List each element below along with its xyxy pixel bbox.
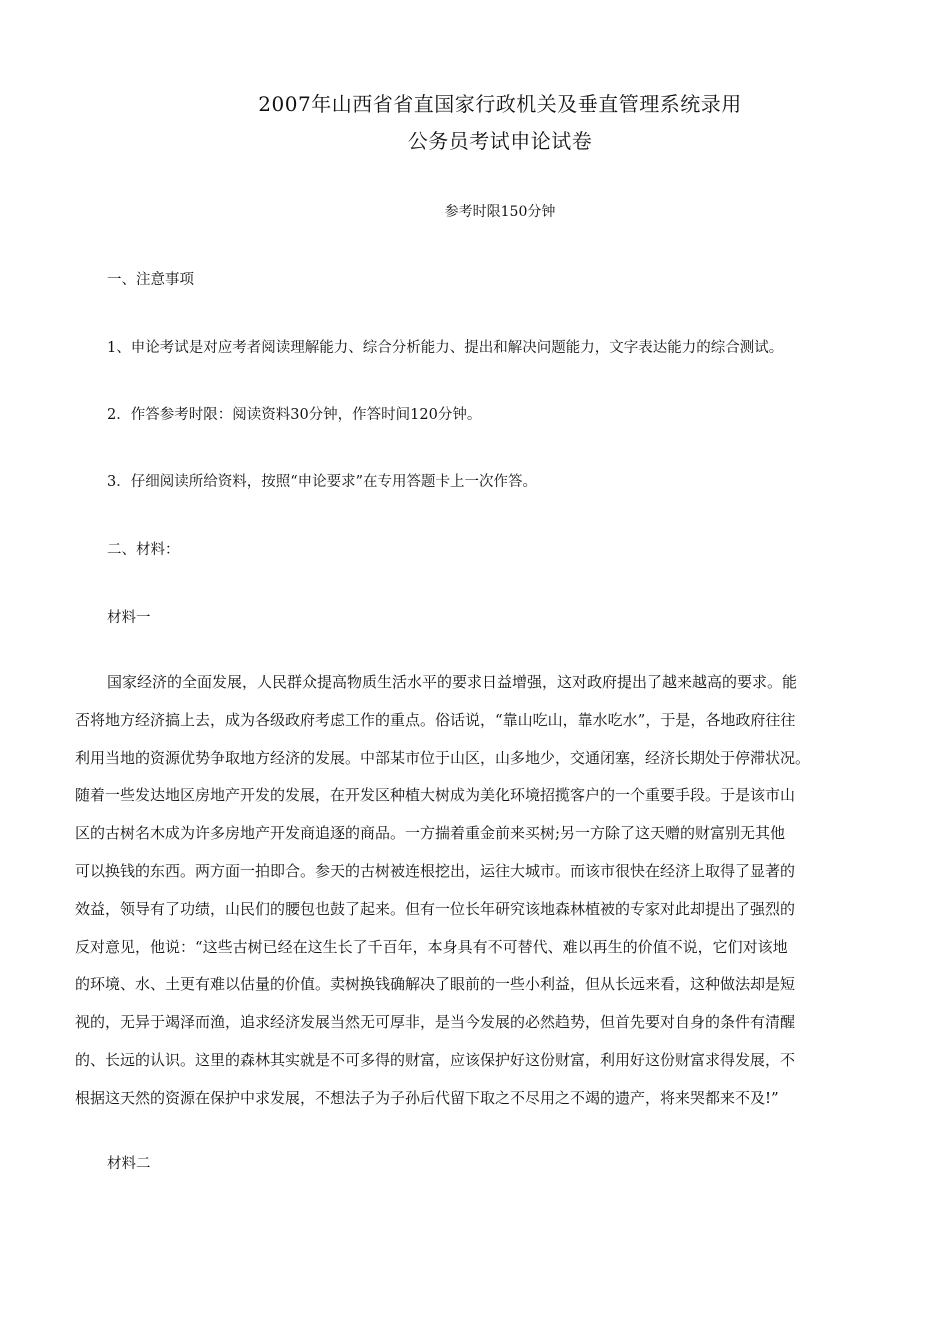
paragraph-line: 效益，领导有了功绩，山民们的腰包也鼓了起来。但有一位长年研究该地森林植被的专家对此却提出了强烈的 (75, 899, 796, 918)
section-heading-notes: 一、注意事项 (107, 272, 194, 288)
paragraph-line: 的环境、水、土更有难以估量的价值。卖树换钱确解决了眼前的一些小利益，但从长远来看，这种做法却是短 (75, 975, 796, 994)
material-1-paragraph (75, 664, 895, 1118)
paragraph-line: 反对意见，他说：“这些古树已经在这生长了千百年，本身具有不可替代、难以再生的价值不说，它们对该地 (75, 937, 788, 956)
note-item-3: 3．仔细阅读所给资料，按照“申论要求”在专用答题卡上一次作答。 (107, 474, 538, 490)
paragraph-line: 否将地方经济搞上去，成为各级政府考虑工作的重点。俗话说，“靠山吃山，靠水吃水”，于是，各地政府往往 (75, 710, 796, 729)
section-heading-materials: 二、材料： (107, 542, 180, 558)
paragraph-line: 视的，无异于竭泽而渔，追求经济发展当然无可厚非，是当今发展的必然趋势，但首先要对自身的条件有清醒 (75, 1013, 796, 1032)
paragraph-line: 随着一些发达地区房地产开发的发展，在开发区种植大树成为美化环境招揽客户的一个重要手段。于是该市山 (75, 786, 796, 805)
paragraph-line: 的、长远的认识。这里的森林其实就是不可多得的财富，应该保护好这份财富，利用好这份财富求得发展，不 (75, 1050, 796, 1069)
paragraph-line: 根据这天然的资源在保护中求发展，不想法子为子孙后代留下取之不尽用之不竭的遗产，将来哭都来不及!” (75, 1088, 779, 1107)
material-2-heading: 材料二 (107, 1156, 151, 1172)
note-item-1: 1、申论考试是对应考者阅读理解能力、综合分析能力、提出和解决问题能力，文字表达能力的综合测试。 (107, 340, 784, 356)
paragraph-line: 区的古树名木成为许多房地产开发商追逐的商品。一方揣着重金前来买树;另一方除了这天赠的财富别无其他 (75, 824, 786, 843)
time-limit: 参考时限150分钟 (444, 204, 556, 220)
document-title-line-2: 公务员考试申论试卷 (407, 129, 593, 153)
note-item-2: 2．作答参考时限：阅读资料30分钟，作答时间120分钟。 (107, 407, 482, 423)
paragraph-line: 国家经济的全面发展，人民群众提高物质生活水平的要求日益增强，这对政府提出了越来越高的要求。能 (107, 673, 798, 691)
document-title-line-1: 2007年山西省省直国家行政机关及垂直管理系统录用 (258, 92, 742, 116)
paragraph-line: 利用当地的资源优势争取地方经济的发展。中部某市位于山区，山多地少，交通闭塞，经济长期处于停滞状况。 (75, 748, 811, 767)
paragraph-line: 可以换钱的东西。两方面一拍即合。参天的古树被连根挖出，运往大城市。而该市很快在经济上取得了显著的 (75, 861, 796, 880)
material-1-heading: 材料一 (107, 610, 151, 626)
